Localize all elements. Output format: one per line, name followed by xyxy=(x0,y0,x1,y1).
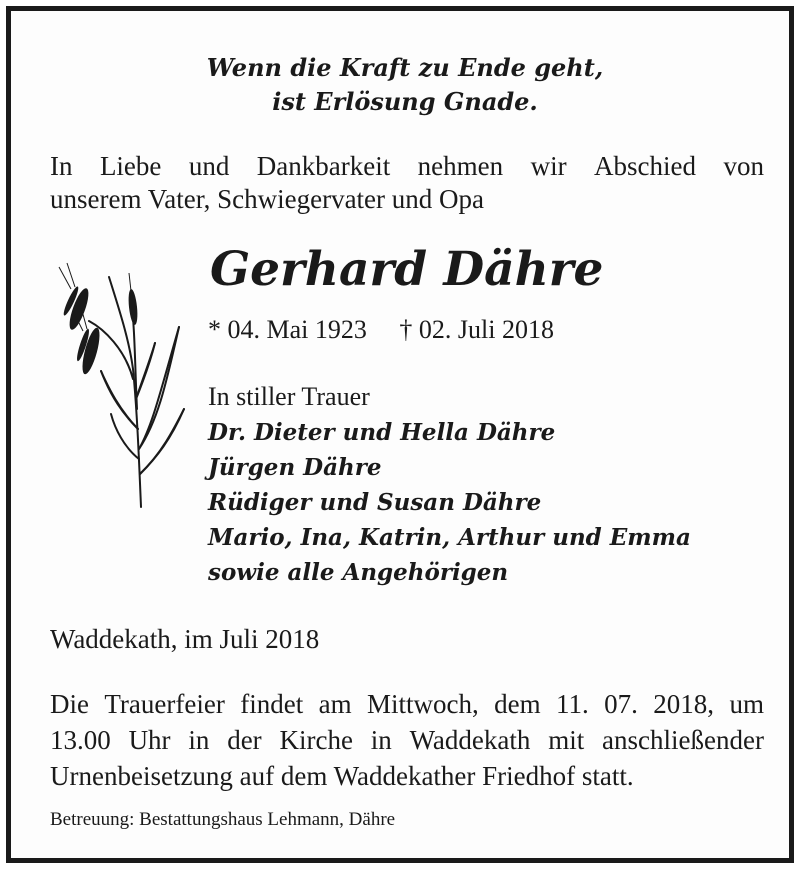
life-dates xyxy=(208,313,554,347)
service-word: 13.00 xyxy=(50,725,111,755)
service-word: Kirche xyxy=(279,725,353,755)
death-date: † 02. Juli 2018 xyxy=(399,315,554,344)
mourner-line: Mario, Ina, Katrin, Arthur und Emma xyxy=(208,524,691,551)
intro-word: und xyxy=(188,151,230,181)
birth-date: * 04. Mai 1923 xyxy=(208,315,367,344)
service-word: Trauerfeier xyxy=(104,689,225,719)
service-word: dem xyxy=(494,689,541,719)
service-line-3: Urnenbeisetzung auf dem Waddekather Friedhof statt. xyxy=(50,761,634,791)
motto-line-2: ist Erlösung Gnade. xyxy=(272,87,538,116)
service-word: Waddekath xyxy=(409,725,531,755)
intro-word: von xyxy=(723,151,764,181)
motto xyxy=(11,51,799,119)
intro-line-1 xyxy=(50,150,764,183)
service-word: Uhr xyxy=(128,725,171,755)
service-word: um xyxy=(729,689,764,719)
obituary-notice xyxy=(6,6,794,863)
service-word: am xyxy=(318,689,352,719)
intro-word: nehmen xyxy=(417,151,504,181)
service-word: anschließender xyxy=(602,725,764,755)
service-line-2 xyxy=(50,722,764,758)
service-word: mit xyxy=(548,725,585,755)
service-word: findet xyxy=(240,689,304,719)
mourner-line: Rüdiger und Susan Dähre xyxy=(208,489,542,516)
service-word: 2018, xyxy=(653,689,715,719)
intro-text xyxy=(50,150,764,216)
service-word: 11. xyxy=(556,689,589,719)
intro-word: Liebe xyxy=(99,151,162,181)
service-word: 07. xyxy=(604,689,638,719)
mourners-list xyxy=(208,415,691,590)
service-word: in xyxy=(370,725,392,755)
mourner-line: Jürgen Dähre xyxy=(208,454,382,481)
intro-line-2: unserem Vater, Schwiegervater und Opa xyxy=(50,184,485,214)
mourner-line: sowie alle Angehörigen xyxy=(208,559,509,586)
intro-word: Abschied xyxy=(594,151,697,181)
service-word: Mittwoch, xyxy=(366,689,479,719)
mourner-line: Dr. Dieter und Hella Dähre xyxy=(208,419,556,446)
mourning-label: In stiller Trauer xyxy=(208,382,370,411)
wheat-icon xyxy=(49,259,189,509)
service-word: Die xyxy=(50,689,89,719)
intro-word: In xyxy=(50,151,73,181)
intro-word: Dankbarkeit xyxy=(256,151,391,181)
funeral-home-credit: Betreuung: Bestattungshaus Lehmann, Dähre xyxy=(50,809,396,830)
intro-word: wir xyxy=(530,151,567,181)
service-word: in xyxy=(188,725,210,755)
service-line-1 xyxy=(50,686,764,722)
motto-line-1: Wenn die Kraft zu Ende geht, xyxy=(206,53,604,82)
place-date: Waddekath, im Juli 2018 xyxy=(50,624,320,654)
service-word: der xyxy=(227,725,262,755)
deceased-name: Gerhard Dähre xyxy=(210,242,604,297)
service-info xyxy=(50,686,764,794)
